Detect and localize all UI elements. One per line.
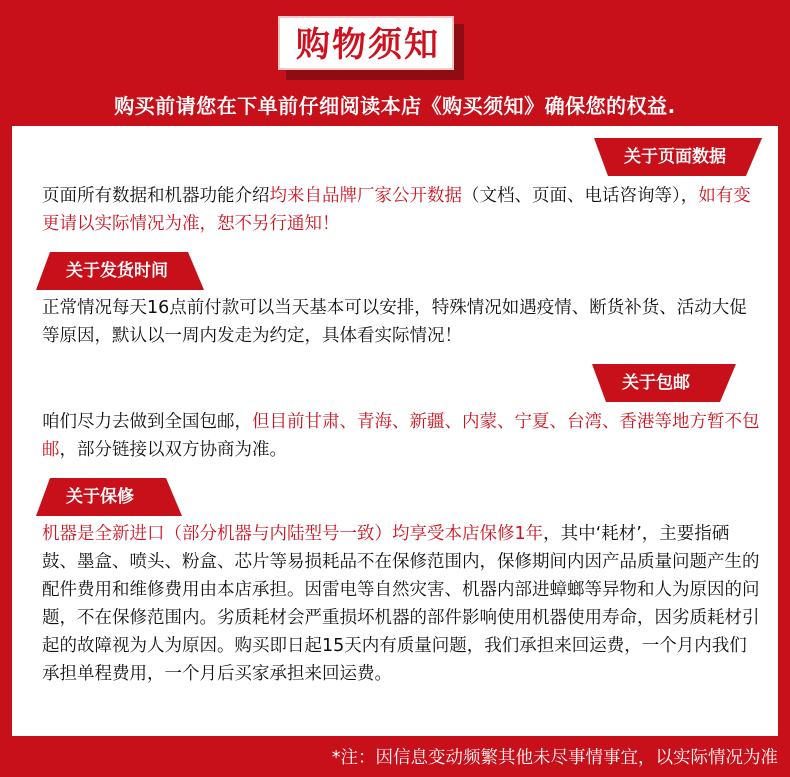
page-subtitle: 购买前请您在下单前仔细阅读本店《购买须知》确保您的权益. xyxy=(114,94,676,118)
section-warranty-text xyxy=(42,520,764,688)
footer-note: *注：因信息变动频繁其他未尽事情事宜，以实际情况为准 xyxy=(331,748,778,768)
section-tag-warranty xyxy=(36,478,166,516)
text-segment: 页面所有数据和机器功能介绍 xyxy=(42,186,270,206)
section-tag-page-data xyxy=(594,138,746,176)
section-tag-label: 关于页面数据 xyxy=(624,147,726,167)
text-segment: 咱们尽力去做到全国包邮， xyxy=(42,412,252,432)
highlight-text: 如有变更请以实际情况为准，恕不另行通知！ xyxy=(42,186,751,234)
text-segment: （文档、页面、电话咨询等）， xyxy=(462,186,699,206)
page-title: 购物须知 xyxy=(296,25,440,65)
section-tag-label: 关于包邮 xyxy=(622,373,690,393)
section-page-data-text xyxy=(42,182,764,238)
text-segment: ，部分链接以双方协商为准。 xyxy=(59,440,287,460)
section-shipping-time-text xyxy=(42,294,764,350)
section-tag-label: 关于保修 xyxy=(66,487,134,507)
title-block xyxy=(278,16,464,80)
text-segment: ，其中‘耗材’，主要指硒鼓、墨盒、喷头、粉盒、芯片等易损耗品不在保修范围内，保修期间内因产品质量问题产生的配件费用和维修费用由本店承担。因雷电等自然灾害、机器内部进蟑螂等异物和人为原因的问题，不在保修范围内。劣质耗材会严重损坏机器的部件影响使用机器使用寿命，因劣质耗材引起的故障视为人为原因。购买即日起15天内有质量问题，我们承担来回运费，一个月内我们承担单程费用，一个月后买家承担来回运费。 xyxy=(42,524,760,684)
section-tag-label: 关于发货时间 xyxy=(66,261,168,281)
title-box xyxy=(278,16,454,70)
section-free-shipping-text xyxy=(42,408,764,464)
highlight-text: 但目前甘肃、青海、新疆、内蒙、宁夏、台湾、香港等地方暂不包邮 xyxy=(42,412,760,460)
text-segment: 正常情况每天16点前付款可以当天基本可以安排，特殊情况如遇疫情、断货补货、活动大促等原因，默认以一周内发走为约定，具体看实际情况！ xyxy=(42,298,747,346)
highlight-text: 机器是全新进口（部分机器与内陆型号一致）均享受本店保修1年 xyxy=(42,524,544,544)
content-card xyxy=(12,126,778,736)
section-tag-shipping-time xyxy=(36,252,188,290)
section-tag-free-shipping xyxy=(592,364,720,402)
highlight-text: 均来自品牌厂家公开数据 xyxy=(269,186,462,206)
